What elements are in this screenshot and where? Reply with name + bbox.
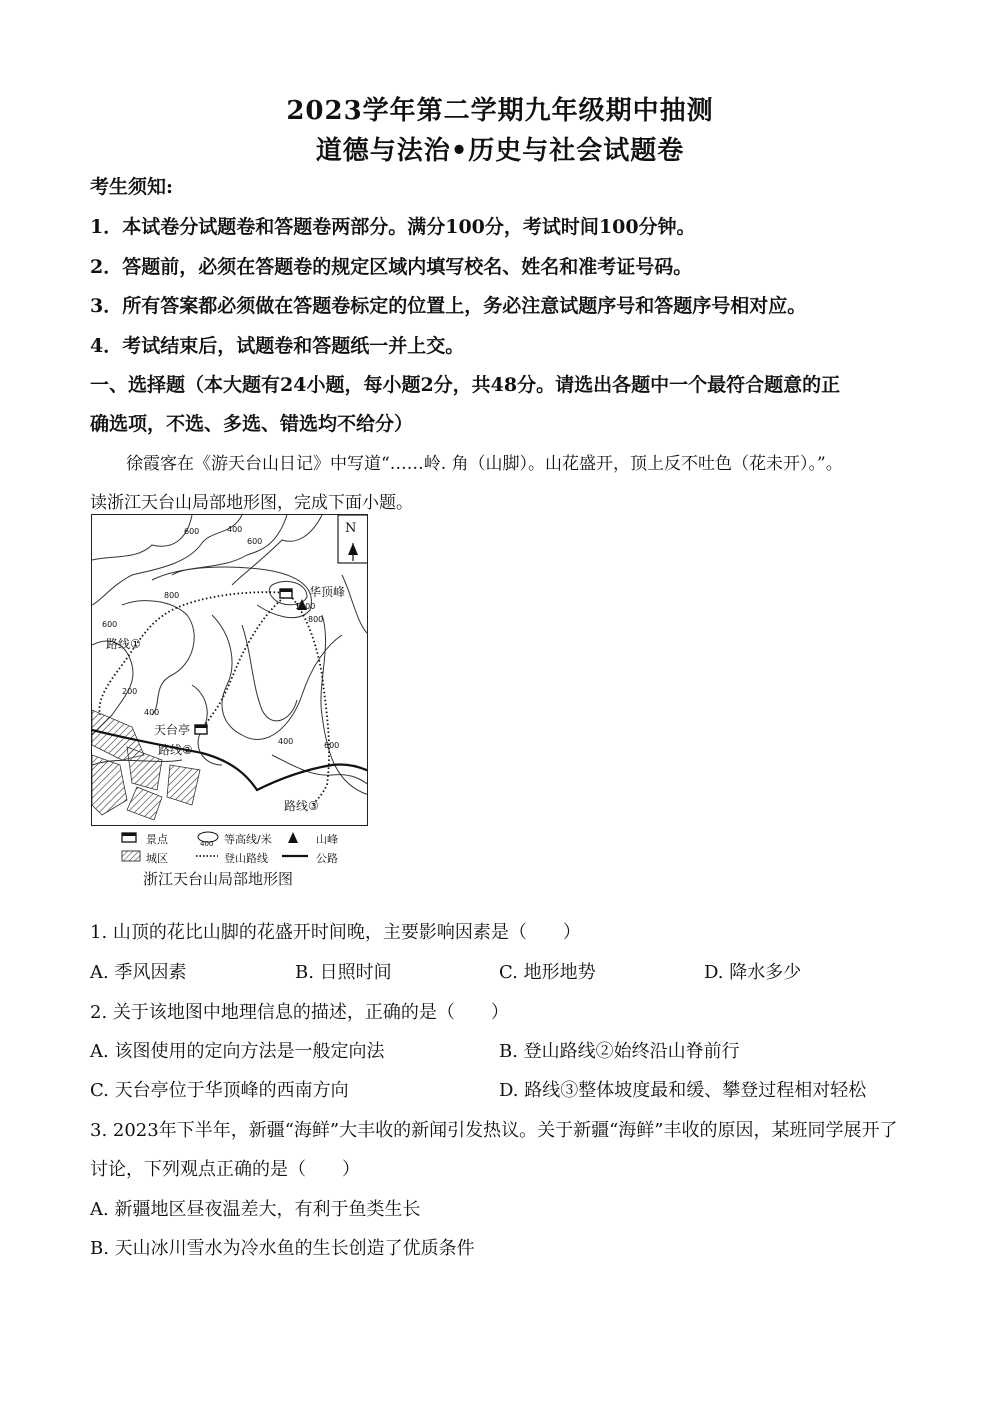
contour-line [342, 575, 368, 635]
contour-line [122, 601, 194, 715]
legend-scenic-label: 景点 [146, 833, 168, 846]
legend-road-label: 公路 [316, 852, 338, 865]
question-1-option-b: B. 日照时间 [295, 962, 392, 983]
map-svg [92, 515, 368, 826]
legend-contour-label: 等高线/米 [224, 833, 272, 846]
contour-value: 800 [308, 615, 324, 624]
notice-item-4: 4．考试结束后，试题卷和答题纸一并上交。 [90, 335, 465, 357]
section-heading-line1: 一、选择题（本大题有24小题，每小题2分，共48分。请选出各题中一个最符合题意的正 [90, 374, 841, 396]
contour-value: 400 [227, 525, 243, 534]
contour-value: 400 [278, 737, 294, 746]
scenic-spot-icon [280, 589, 292, 598]
question-3-stem-line1: 3. 2023年下半年，新疆“海鲜”大丰收的新闻引发热议。关于新疆“海鲜”丰收的原因，某班同学展开了 [90, 1120, 898, 1141]
question-3-option-b: B. 天山冰川雪水为冷水鱼的生长创造了优质条件 [90, 1238, 475, 1259]
map-caption: 浙江天台山局部地形图 [143, 870, 294, 888]
legend-peak-label: 山峰 [316, 833, 338, 846]
question-2-option-a: A. 该图使用的定向方法是一般定向法 [90, 1041, 385, 1062]
contour-value: 600 [247, 537, 263, 546]
peak-label: 华顶峰 [309, 585, 346, 599]
question-2-stem: 2. 关于该地图中地理信息的描述，正确的是（ ） [90, 1002, 509, 1023]
legend-urban-label: 城区 [146, 852, 168, 865]
urban-area [127, 787, 162, 820]
trail-route-2 [200, 595, 287, 730]
route-2-label: 路线② [158, 743, 193, 757]
north-label: N [345, 521, 357, 536]
legend-contour-number: 400 [200, 840, 214, 848]
passage-line2: 读浙江天台山局部地形图，完成下面小题。 [90, 493, 413, 513]
route-1-label: 路线① [106, 637, 141, 651]
route-3-label: 路线③ [284, 799, 319, 813]
contour-value: 200 [122, 687, 138, 696]
notice-item-3: 3．所有答案都必须做在答题卷标定的位置上，务必注意试题序号和答题序号相对应。 [90, 295, 807, 317]
notice-item-2: 2．答题前，必须在答题卷的规定区域内填写校名、姓名和准考证号码。 [90, 256, 693, 278]
question-2-option-d: D. 路线③整体坡度最和缓、攀登过程相对轻松 [499, 1080, 867, 1101]
question-1-option-c: C. 地形地势 [499, 962, 596, 983]
contour-value: 600 [184, 527, 200, 536]
question-1-option-d: D. 降水多少 [704, 962, 802, 983]
question-2-option-b: B. 登山路线②始终沿山脊前行 [499, 1041, 740, 1062]
contour-value: 600 [324, 741, 340, 750]
contour-value: 600 [102, 620, 118, 629]
contour-value: 400 [144, 708, 160, 717]
section-heading-line2: 确选项，不选、多选、错选均不给分） [90, 413, 414, 435]
exam-title-line2: 道德与法治•历史与社会试题卷 [315, 136, 685, 166]
pavilion-label: 天台亭 [154, 723, 191, 737]
question-1-option-a: A. 季风因素 [90, 962, 187, 983]
contour-value: 1000 [295, 602, 316, 611]
notice-heading: 考生须知: [90, 176, 174, 198]
question-3-stem-line2: 讨论，下列观点正确的是（ ） [90, 1159, 360, 1180]
scenic-spot-icon [195, 725, 207, 734]
contour-value: 800 [164, 591, 180, 600]
question-2-option-c: C. 天台亭位于华顶峰的西南方向 [90, 1080, 349, 1101]
legend-scenic-icon [122, 833, 136, 842]
legend-urban-icon [122, 851, 140, 861]
contour-line [272, 755, 368, 785]
urban-area [127, 747, 162, 790]
notice-item-1: 1．本试卷分试题卷和答题卷两部分。满分100分，考试时间100分钟。 [90, 216, 696, 238]
passage-line1: 徐霞客在《游天台山日记》中写道“……岭. 角（山脚）。山花盛开，顶上反不吐色（花未开）。”。 [126, 454, 843, 474]
legend-peak-icon [288, 832, 298, 843]
contour-line [92, 515, 192, 560]
question-3-option-a: A. 新疆地区昼夜温差大，有利于鱼类生长 [90, 1199, 421, 1220]
legend-trail-label: 登山路线 [224, 852, 268, 865]
exam-title-line1: 2023学年第二学期九年级期中抽测 [286, 96, 714, 126]
contour-line [242, 625, 297, 721]
topographic-map [91, 514, 368, 826]
contour-line [232, 515, 322, 585]
urban-area [167, 765, 200, 805]
question-1-stem: 1. 山顶的花比山脚的花盛开时间晚，主要影响因素是（ ） [90, 922, 581, 943]
urban-area [92, 755, 127, 815]
